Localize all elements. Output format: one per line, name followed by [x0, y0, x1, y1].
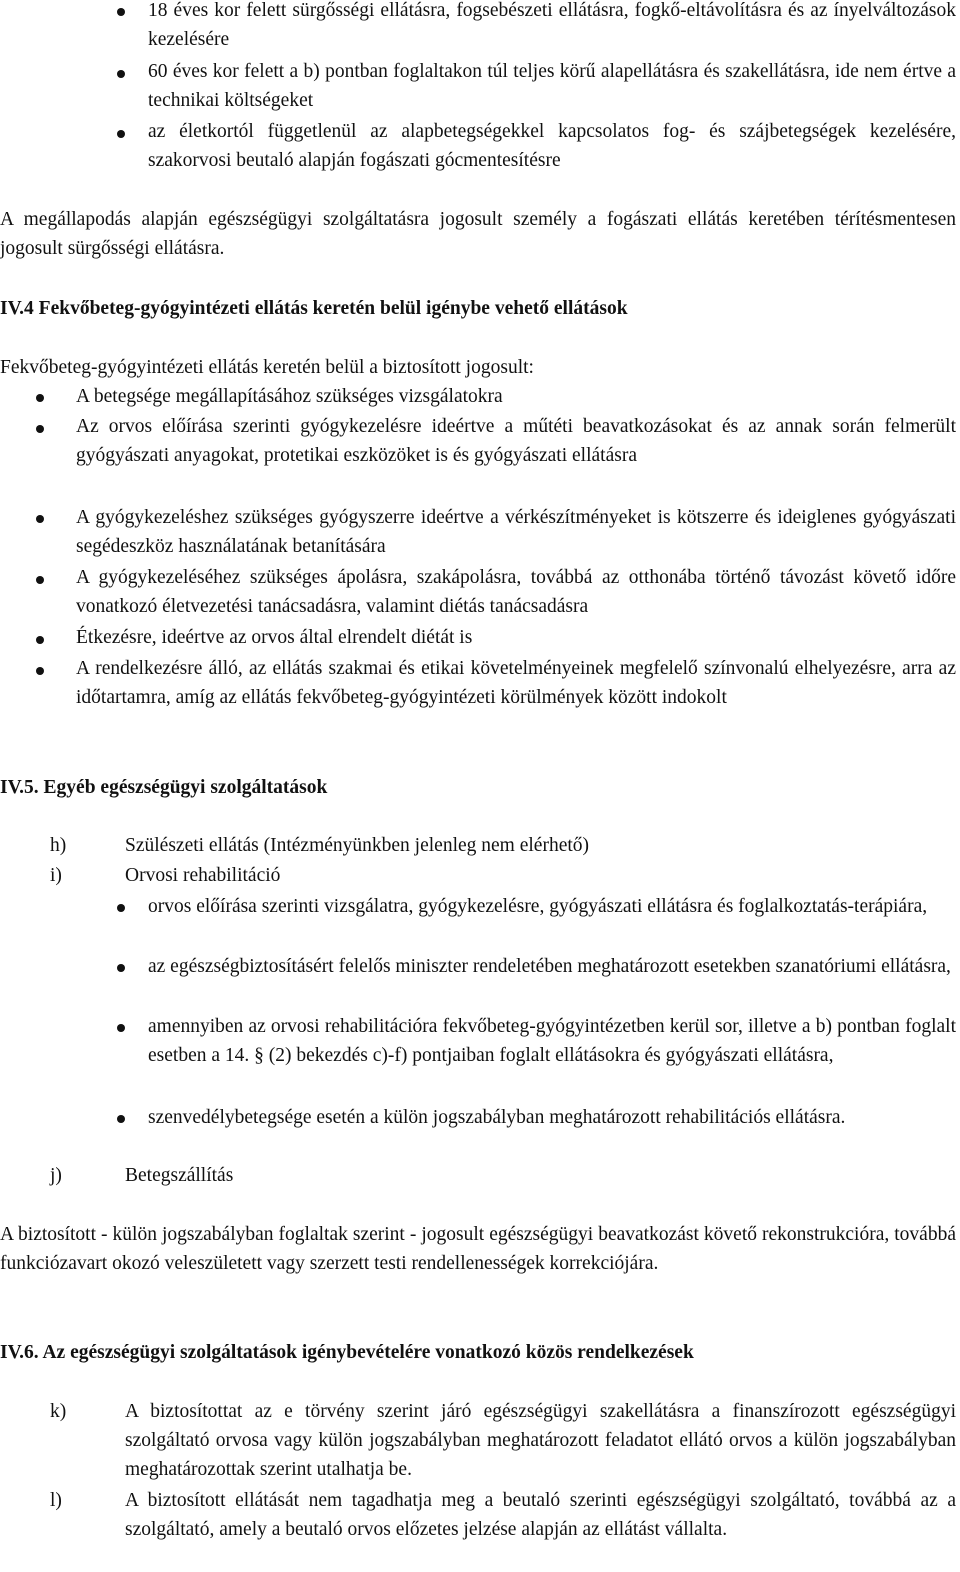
bullet-dot — [117, 1024, 125, 1032]
reconstruction-paragraph: A biztosított - külön jogszabályban foglaltak szerint - jogosult egészségügyi beavatkozást követő rekonstrukcióra, továbbá funkciózavart okozó veleszületett vagy szerzett testi rendellenességek korrekciójára. — [0, 1224, 956, 1274]
item-letter-j: j) — [50, 1165, 62, 1186]
item-text-i: Orvosi rehabilitáció — [125, 865, 281, 886]
item-text-j: Betegszállítás — [125, 1165, 234, 1186]
bullet-dot — [117, 904, 125, 912]
item-text-l: A biztosított ellátását nem tagadhatja meg a beutaló szerinti egészségügyi szolgáltató, továbbá az a szolgáltató, amely a beutaló orvos előzetes jelzése alapján az ellátást vállalta. — [125, 1490, 956, 1540]
bullet-dot — [36, 576, 44, 584]
iv4-intro: Fekvőbeteg-gyógyintézeti ellátás keretén belül a biztosított jogosult: — [0, 357, 534, 378]
bullet-dot — [117, 8, 125, 16]
item-letter-l: l) — [50, 1490, 62, 1511]
bullet-dot — [36, 515, 44, 523]
bullet-dot — [36, 636, 44, 644]
iv5-sub-bullet-3: amennyiben az orvosi rehabilitációra fekvőbeteg-gyógyintézetben kerül sor, illetve a b) pontban foglalt esetben a 14. § (2) bekezdés c)-f) pontjaiban foglalt ellátásokra és gyógyászati ellátásra, — [148, 1016, 956, 1066]
item-letter-k: k) — [50, 1401, 67, 1422]
bullet-dot — [117, 1115, 125, 1123]
bullet-dot — [117, 964, 125, 972]
item-text-h: Szülészeti ellátás (Intézményünkben jelenleg nem elérhető) — [125, 835, 590, 856]
bullet-dot — [117, 70, 125, 78]
item-letter-h: h) — [50, 835, 67, 856]
bullet-dot — [36, 667, 44, 675]
bullet-dot — [36, 425, 44, 433]
top-bullet-2: 60 éves kor felett a b) pontban foglaltakon túl teljes körű alapellátásra és szakellátásra, ide nem értve a technikai költségeket — [148, 61, 956, 111]
section-heading-iv6: IV.6. Az egészségügyi szolgáltatások igénybevételére vonatkozó közös rendelkezések — [0, 1342, 694, 1363]
bullet-dot — [117, 130, 125, 138]
agreement-paragraph: A megállapodás alapján egészségügyi szolgáltatásra jogosult személy a fogászati ellátás keretében térítésmentesen jogosult sürgősségi ellátásra. — [0, 209, 956, 259]
iv4-bullet-6: A rendelkezésre álló, az ellátás szakmai és etikai követelményeinek megfelelő színvonalú elhelyezésre, arra az időtartamra, amíg az ellátás fekvőbeteg-gyógyintézeti körülmények között indokolt — [76, 658, 956, 708]
iv5-sub-bullet-2: az egészségbiztosításért felelős miniszter rendeletében meghatározott esetekben szanatóriumi ellátásra, — [148, 956, 951, 977]
iv4-bullet-2: Az orvos előírása szerinti gyógykezelésre ideértve a műtéti beavatkozásokat és az annak során felmerült gyógyászati anyagokat, protetikai eszközöket is és gyógyászati ellátásra — [76, 416, 956, 466]
section-heading-iv4: IV.4 Fekvőbeteg-gyógyintézeti ellátás keretén belül igénybe vehető ellátások — [0, 298, 628, 319]
iv4-bullet-5: Étkezésre, ideértve az orvos által elrendelt diétát is — [76, 627, 473, 648]
top-bullet-3: az életkortól függetlenül az alapbetegségekkel kapcsolatos fog- és szájbetegségek kezelésére, szakorvosi beutaló alapján fogászati gócmentesítésre — [148, 121, 956, 171]
iv4-bullet-3: A gyógykezeléshez szükséges gyógyszerre ideértve a vérkészítményeket is kötszerre és ideiglenes gyógyászati segédeszköz használatának betanítására — [76, 507, 956, 557]
iv5-sub-bullet-1: orvos előírása szerinti vizsgálatra, gyógykezelésre, gyógyászati ellátásra és foglalkoztatás-terápiára, — [148, 896, 928, 917]
top-bullet-1: 18 éves kor felett sürgősségi ellátásra, fogsebészeti ellátásra, fogkő-eltávolításra és az ínyelváltozások kezelésére — [148, 0, 956, 50]
item-letter-i: i) — [50, 865, 62, 886]
section-heading-iv5: IV.5. Egyéb egészségügyi szolgáltatások — [0, 777, 328, 798]
iv4-bullet-1: A betegsége megállapításához szükséges vizsgálatokra — [76, 386, 503, 407]
bullet-dot — [36, 394, 44, 402]
item-text-k: A biztosítottat az e törvény szerint járó egészségügyi szakellátásra a finanszírozott egészségügyi szolgáltató orvosa vagy külön jogszabályban meghatározott feladatot ellátó orvos a külön jogszabályban meghatározottak szerint utalhatja be. — [125, 1401, 956, 1480]
iv4-bullet-4: A gyógykezeléséhez szükséges ápolásra, szakápolásra, továbbá az otthonába történő távozást követő időre vonatkozó életvezetési tanácsadásra, valamint diétás tanácsadásra — [76, 567, 956, 617]
iv5-sub-bullet-4: szenvedélybetegsége esetén a külön jogszabályban meghatározott rehabilitációs ellátásra. — [148, 1107, 846, 1128]
